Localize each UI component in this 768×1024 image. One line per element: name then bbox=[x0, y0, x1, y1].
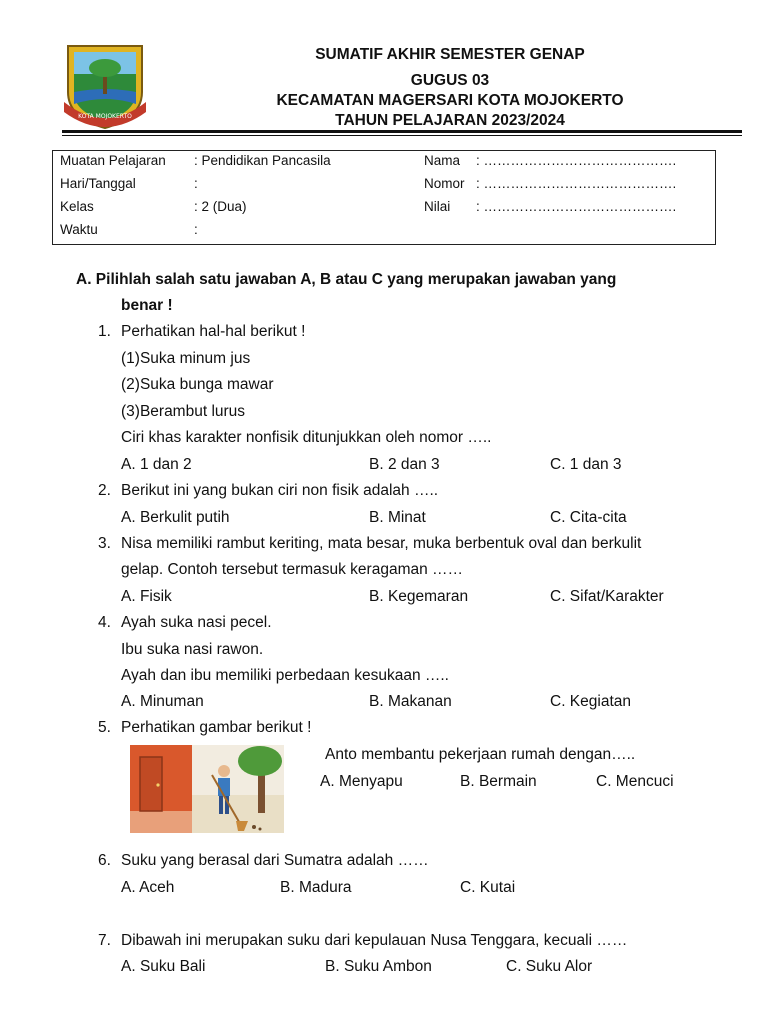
hari-label: Hari/Tanggal bbox=[60, 176, 136, 191]
question-text: Nisa memiliki rambut keriting, mata besar, muka berbentuk oval dan berkulit bbox=[121, 535, 642, 552]
option-a[interactable]: A. Minuman bbox=[121, 693, 204, 710]
header-rule-thin bbox=[62, 135, 742, 136]
kelas-value: : 2 (Dua) bbox=[194, 199, 247, 214]
boy-sweeping-illustration bbox=[130, 745, 284, 833]
question-prompt: Anto membantu pekerjaan rumah dengan….. bbox=[325, 746, 636, 763]
option-b[interactable]: B. Madura bbox=[280, 879, 352, 896]
question-text: Perhatikan hal-hal berikut ! bbox=[121, 323, 306, 340]
question-number: 6. bbox=[98, 852, 111, 869]
option-a[interactable]: A. Berkulit putih bbox=[121, 509, 230, 526]
hari-value: : bbox=[194, 176, 198, 191]
question-number: 1. bbox=[98, 323, 111, 340]
question-text: Dibawah ini merupakan suku dari kepulauan Nusa Tenggara, kecuali …… bbox=[121, 932, 628, 949]
option-b[interactable]: B. Suku Ambon bbox=[325, 958, 432, 975]
option-a[interactable]: A. 1 dan 2 bbox=[121, 456, 192, 473]
waktu-value: : bbox=[194, 222, 198, 237]
nama-label: Nama bbox=[424, 153, 461, 168]
kecamatan-title: KECAMATAN MAGERSARI KOTA MOJOKERTO bbox=[276, 92, 624, 109]
section-a-heading: A. Pilihlah salah satu jawaban A, B atau C yang merupakan jawaban yang bbox=[76, 271, 617, 288]
list-item: (3)Berambut lurus bbox=[121, 403, 246, 420]
option-c[interactable]: C. Kegiatan bbox=[550, 693, 631, 710]
question-text: Berikut ini yang bukan ciri non fisik adalah ….. bbox=[121, 482, 439, 499]
question-number: 4. bbox=[98, 614, 111, 631]
option-c[interactable]: C. Sifat/Karakter bbox=[550, 588, 664, 605]
option-a[interactable]: A. Fisik bbox=[121, 588, 172, 605]
muatan-value: : Pendidikan Pancasila bbox=[194, 153, 331, 168]
question-number: 5. bbox=[98, 719, 111, 736]
option-c[interactable]: C. Mencuci bbox=[596, 773, 674, 790]
question-text-cont: Ibu suka nasi rawon. bbox=[121, 641, 264, 658]
muatan-label: Muatan Pelajaran bbox=[60, 153, 166, 168]
waktu-label: Waktu bbox=[60, 222, 98, 237]
option-a[interactable]: A. Aceh bbox=[121, 879, 175, 896]
option-c[interactable]: C. 1 dan 3 bbox=[550, 456, 622, 473]
question-prompt: Ayah dan ibu memiliki perbedaan kesukaan ….. bbox=[121, 667, 449, 684]
nilai-label: Nilai bbox=[424, 199, 451, 214]
option-b[interactable]: B. Minat bbox=[369, 509, 426, 526]
question-number: 3. bbox=[98, 535, 111, 552]
question-prompt: Ciri khas karakter nonfisik ditunjukkan oleh nomor ….. bbox=[121, 429, 492, 446]
option-a[interactable]: A. Suku Bali bbox=[121, 958, 206, 975]
section-a-heading-cont: benar ! bbox=[121, 297, 173, 314]
kota-mojokerto-emblem bbox=[62, 42, 148, 130]
question-number: 2. bbox=[98, 482, 111, 499]
question-text: Perhatikan gambar berikut ! bbox=[121, 719, 312, 736]
nomor-field[interactable]: : ……………………………………. bbox=[476, 176, 677, 191]
option-c[interactable]: C. Suku Alor bbox=[506, 958, 593, 975]
question-text: Ayah suka nasi pecel. bbox=[121, 614, 272, 631]
option-b[interactable]: B. 2 dan 3 bbox=[369, 456, 440, 473]
option-b[interactable]: B. Bermain bbox=[460, 773, 537, 790]
nama-field[interactable]: : ……………………………………. bbox=[476, 153, 677, 168]
question-text-cont: gelap. Contoh tersebut termasuk keragaman …… bbox=[121, 561, 464, 578]
gugus-title: GUGUS 03 bbox=[410, 72, 490, 89]
exam-title: SUMATIF AKHIR SEMESTER GENAP bbox=[315, 46, 585, 63]
option-c[interactable]: C. Cita-cita bbox=[550, 509, 627, 526]
option-b[interactable]: B. Kegemaran bbox=[369, 588, 469, 605]
nomor-label: Nomor bbox=[424, 176, 465, 191]
option-b[interactable]: B. Makanan bbox=[369, 693, 452, 710]
logo-lettering: KOTA MOJOKERTO bbox=[78, 113, 132, 120]
list-item: (1)Suka minum jus bbox=[121, 350, 251, 367]
tahun-pelajaran-title: TAHUN PELAJARAN 2023/2024 bbox=[335, 112, 565, 129]
header-rule-thick bbox=[62, 130, 742, 133]
option-c[interactable]: C. Kutai bbox=[460, 879, 516, 896]
list-item: (2)Suka bunga mawar bbox=[121, 376, 274, 393]
question-number: 7. bbox=[98, 932, 111, 949]
question-text: Suku yang berasal dari Sumatra adalah …… bbox=[121, 852, 429, 869]
option-a[interactable]: A. Menyapu bbox=[320, 773, 403, 790]
nilai-field[interactable]: : ……………………………………. bbox=[476, 199, 677, 214]
kelas-label: Kelas bbox=[60, 199, 94, 214]
